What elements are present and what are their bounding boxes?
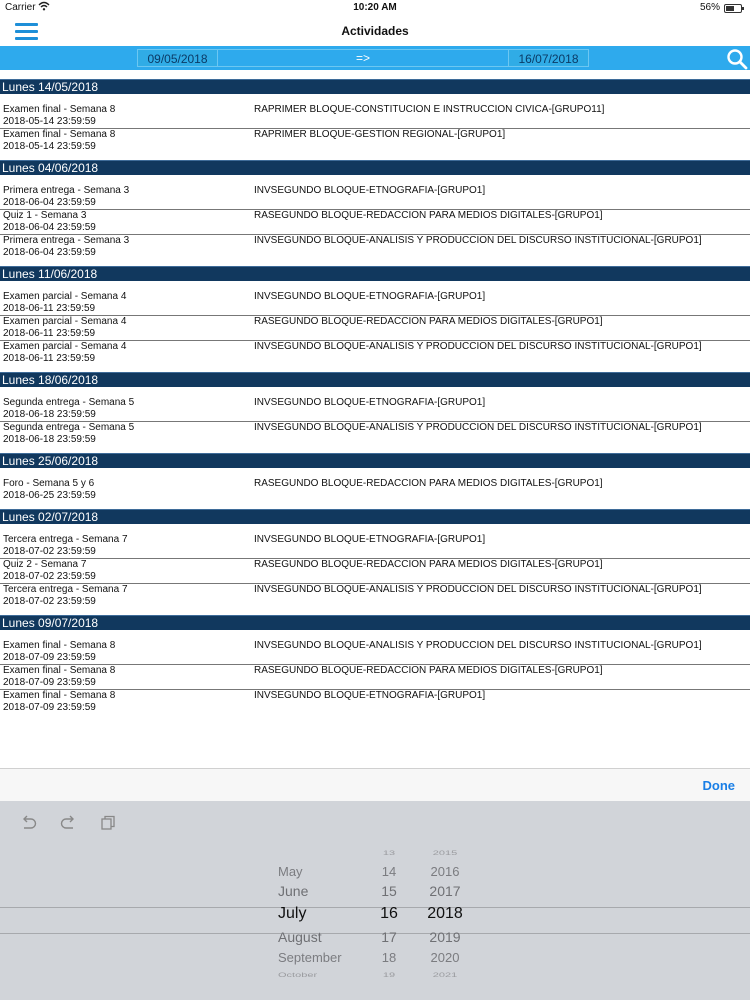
activity-title: Quiz 1 - Semana 3 — [3, 210, 87, 221]
activity-due-date: 2018-06-11 23:59:59 — [3, 303, 96, 314]
activity-row[interactable] — [0, 584, 750, 609]
activity-row[interactable] — [0, 235, 750, 260]
activity-title: Examen parcial - Semana 4 — [3, 291, 127, 302]
date-range-bar — [0, 46, 750, 70]
battery-icon — [724, 4, 742, 13]
start-date-field[interactable]: 09/05/2018 — [137, 49, 218, 67]
redo-icon[interactable] — [59, 815, 77, 831]
activity-due-date: 2018-06-04 23:59:59 — [3, 222, 96, 233]
activity-course: RASEGUNDO BLOQUE-REDACCION PARA MEDIOS DIGITALES-[GRUPO1] — [254, 665, 603, 676]
activity-course: RASEGUNDO BLOQUE-REDACCION PARA MEDIOS DIGITALES-[GRUPO1] — [254, 478, 603, 489]
activity-course: INVSEGUNDO BLOQUE-ETNOGRAFIA-[GRUPO1] — [254, 291, 486, 302]
status-bar — [0, 0, 750, 16]
activity-title: Examen final - Semana 8 — [3, 690, 116, 701]
activity-row[interactable] — [0, 559, 750, 584]
activity-course: INVSEGUNDO BLOQUE-ANALISIS Y PRODUCCION DEL DISCURSO INSTITUCIONAL-[GRUPO1] — [254, 640, 702, 651]
activity-title: Foro - Semana 5 y 6 — [3, 478, 95, 489]
picker-option[interactable]: September — [278, 949, 342, 965]
activity-course: RASEGUNDO BLOQUE-REDACCION PARA MEDIOS DIGITALES-[GRUPO1] — [254, 210, 603, 221]
activity-course: RASEGUNDO BLOQUE-REDACCION PARA MEDIOS DIGITALES-[GRUPO1] — [254, 316, 603, 327]
search-icon[interactable] — [726, 48, 748, 70]
picker-option[interactable]: 2021 — [432, 970, 458, 979]
picker-option[interactable]: 15 — [381, 883, 397, 899]
picker-option[interactable]: 2018 — [427, 905, 463, 922]
activity-course: INVSEGUNDO BLOQUE-ANALISIS Y PRODUCCION DEL DISCURSO INSTITUCIONAL-[GRUPO1] — [254, 341, 702, 352]
undo-icon[interactable] — [20, 815, 38, 831]
navigation-bar — [0, 16, 750, 46]
month-wheel[interactable] — [278, 801, 368, 1000]
activity-course: RAPRIMER BLOQUE-GESTION REGIONAL-[GRUPO1] — [254, 129, 506, 140]
date-picker — [0, 801, 750, 1000]
activity-course: INVSEGUNDO BLOQUE-ANALISIS Y PRODUCCION DEL DISCURSO INSTITUCIONAL-[GRUPO1] — [254, 235, 702, 246]
activity-title: Quiz 2 - Semana 7 — [3, 559, 87, 570]
activity-course: INVSEGUNDO BLOQUE-ANALISIS Y PRODUCCION DEL DISCURSO INSTITUCIONAL-[GRUPO1] — [254, 422, 702, 433]
week-header: Lunes 25/06/2018 — [0, 453, 750, 468]
activity-due-date: 2018-07-02 23:59:59 — [3, 596, 96, 607]
activity-row[interactable] — [0, 291, 750, 316]
week-header: Lunes 04/06/2018 — [0, 160, 750, 175]
activity-row[interactable] — [0, 690, 750, 715]
activity-title: Primera entrega - Semana 3 — [3, 235, 130, 246]
activity-row[interactable] — [0, 104, 750, 129]
activity-row[interactable] — [0, 210, 750, 235]
activity-title: Tercera entrega - Semana 7 — [3, 584, 128, 595]
picker-option[interactable]: 19 — [382, 970, 396, 979]
carrier-label: Carrier — [5, 2, 36, 13]
activity-course: INVSEGUNDO BLOQUE-ETNOGRAFIA-[GRUPO1] — [254, 690, 486, 701]
activity-row[interactable] — [0, 534, 750, 559]
activity-due-date: 2018-06-25 23:59:59 — [3, 490, 96, 501]
activity-due-date: 2018-07-02 23:59:59 — [3, 571, 96, 582]
activity-due-date: 2018-06-04 23:59:59 — [3, 247, 96, 258]
activity-title: Segunda entrega - Semana 5 — [3, 397, 135, 408]
activity-title: Examen final - Semana 8 — [3, 665, 116, 676]
day-wheel[interactable] — [370, 801, 408, 1000]
activity-course: INVSEGUNDO BLOQUE-ETNOGRAFIA-[GRUPO1] — [254, 185, 486, 196]
activity-course: INVSEGUNDO BLOQUE-ETNOGRAFIA-[GRUPO1] — [254, 397, 486, 408]
picker-toolbar — [0, 768, 750, 802]
picker-option[interactable]: 14 — [381, 863, 397, 879]
activity-course: RAPRIMER BLOQUE-CONSTITUCION E INSTRUCCION CIVICA-[GRUPO11] — [254, 104, 605, 115]
activity-title: Examen parcial - Semana 4 — [3, 341, 127, 352]
activity-due-date: 2018-07-09 23:59:59 — [3, 652, 96, 663]
battery-percentage: 56% — [699, 2, 720, 13]
activity-due-date: 2018-06-04 23:59:59 — [3, 197, 96, 208]
done-button[interactable]: Done — [702, 778, 735, 793]
picker-option[interactable]: June — [278, 883, 309, 899]
activity-title: Examen final - Semana 8 — [3, 640, 116, 651]
activity-row[interactable] — [0, 185, 750, 210]
activity-due-date: 2018-06-18 23:59:59 — [3, 434, 96, 445]
picker-option[interactable]: 2015 — [432, 848, 458, 857]
activity-title: Examen final - Semana 8 — [3, 104, 116, 115]
picker-option[interactable]: May — [278, 863, 303, 879]
activity-course: INVSEGUNDO BLOQUE-ANALISIS Y PRODUCCION DEL DISCURSO INSTITUCIONAL-[GRUPO1] — [254, 584, 702, 595]
activity-list — [0, 79, 750, 721]
picker-option[interactable]: 2017 — [429, 883, 461, 899]
week-header: Lunes 02/07/2018 — [0, 509, 750, 524]
week-header: Lunes 09/07/2018 — [0, 615, 750, 630]
activity-due-date: 2018-06-18 23:59:59 — [3, 409, 96, 420]
activity-due-date: 2018-05-14 23:59:59 — [3, 141, 96, 152]
page-title: Actividades — [341, 24, 409, 38]
activity-due-date: 2018-06-11 23:59:59 — [3, 353, 96, 364]
week-header: Lunes 18/06/2018 — [0, 372, 750, 387]
activity-due-date: 2018-07-09 23:59:59 — [3, 702, 96, 713]
activity-title: Examen final - Semana 8 — [3, 129, 116, 140]
activity-row[interactable] — [0, 341, 750, 366]
picker-option[interactable]: 2016 — [430, 863, 460, 879]
date-range-arrow: => — [218, 49, 508, 67]
picker-option[interactable]: July — [278, 905, 307, 922]
activity-title: Examen parcial - Semana 4 — [3, 316, 127, 327]
activity-course: INVSEGUNDO BLOQUE-ETNOGRAFIA-[GRUPO1] — [254, 534, 486, 545]
picker-option[interactable]: 16 — [380, 905, 398, 922]
picker-option[interactable]: 18 — [381, 949, 397, 965]
year-wheel[interactable] — [420, 801, 470, 1000]
week-header: Lunes 11/06/2018 — [0, 266, 750, 281]
paste-icon[interactable] — [99, 815, 117, 831]
activity-row[interactable] — [0, 129, 750, 154]
activity-due-date: 2018-05-14 23:59:59 — [3, 116, 96, 127]
activity-row[interactable] — [0, 397, 750, 422]
week-header: Lunes 14/05/2018 — [0, 79, 750, 94]
activity-row[interactable] — [0, 422, 750, 447]
activity-title: Tercera entrega - Semana 7 — [3, 534, 128, 545]
activity-course: RASEGUNDO BLOQUE-REDACCION PARA MEDIOS DIGITALES-[GRUPO1] — [254, 559, 603, 570]
clock: 10:20 AM — [353, 2, 397, 13]
activity-title: Segunda entrega - Semana 5 — [3, 422, 135, 433]
activity-row[interactable] — [0, 640, 750, 665]
end-date-field[interactable]: 16/07/2018 — [508, 49, 589, 67]
picker-option[interactable]: August — [278, 929, 322, 945]
picker-option[interactable]: October — [278, 970, 318, 979]
activity-due-date: 2018-06-11 23:59:59 — [3, 328, 96, 339]
activity-due-date: 2018-07-02 23:59:59 — [3, 546, 96, 557]
picker-option[interactable]: 2019 — [429, 929, 461, 945]
picker-option[interactable]: 2020 — [430, 949, 460, 965]
activity-row[interactable] — [0, 665, 750, 690]
picker-option[interactable]: 13 — [382, 848, 396, 857]
picker-option[interactable]: 17 — [381, 929, 397, 945]
activity-row[interactable] — [0, 316, 750, 341]
activity-title: Primera entrega - Semana 3 — [3, 185, 130, 196]
activity-row[interactable] — [0, 478, 750, 503]
activity-due-date: 2018-07-09 23:59:59 — [3, 677, 96, 688]
